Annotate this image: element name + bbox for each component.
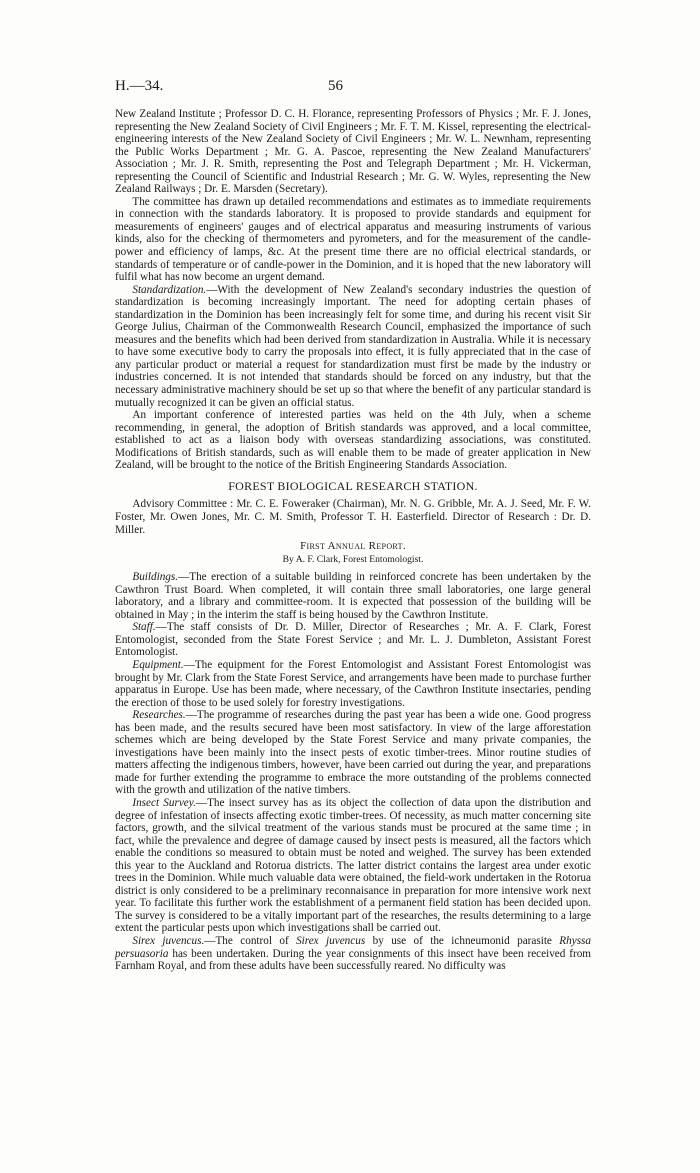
committee-members-paragraph: New Zealand Institute ; Professor D. C. H. Florance, representing Professors of Physics ; Mr. F. J. Jones, representing the New Zealand Society of Civil Engineers ; Mr. F. T. M. Kissel, representing the electrical-engineering interests of the New Zealand Society of Civil Engineers ; Mr. W. L. Newnham, representing the Public Works Department ; Mr. G. A. Pascoe, representing the New Zealand Manufacturers' Association ; Mr. J. R. Smith, representing the Post and Telegraph Department ; Mr. H. Vickerman, representing the Council of Scientific and Industrial Research ; Mr. G. W. Wyles, representing the New Zealand Railways ; Dr. E. Marsden (Secretary). xyxy=(115,108,591,196)
page-number: 56 xyxy=(328,78,343,94)
committee-recommendations-paragraph: The committee has drawn up detailed recommendations and estimates as to immediate requirements in connection with the standards laboratory. It is proposed to provide standards and equipment for measurements of engineers' gauges and of electrical apparatus and measuring instruments of various kinds, also for the checking of thermometers and pyrometers, and for the measurement of the candle-power and efficiency of lamps, &c. At the present time there are no official electrical standards, or standards of temperature or of candle-power in the Dominion, and it is hoped that the new laboratory will fulfil what has now become an urgent demand. xyxy=(115,195,591,284)
buildings-heading: Buildings. xyxy=(132,571,179,584)
conference-paragraph: An important conference of interested parties was held on the 4th July, when a scheme recommending, in general, the adoption of British standards was approved, and a local committee, established to act as a liaison body with overseas standardizing associations, was constituted. Modifications of British standards, such as will enable them to be made of greater application in New Zealand, will be brought to the notice of the British Engineering Standards Association. xyxy=(115,409,591,472)
staff-heading: Staff. xyxy=(132,621,156,634)
staff-paragraph xyxy=(115,621,591,659)
standardization-paragraph xyxy=(115,284,591,409)
sirex-heading: Sirex juvencus. xyxy=(132,935,205,947)
sirex-text-b: by use of the ichneumonid parasite xyxy=(365,935,560,947)
equipment-text: —The equipment for the Forest Entomologist and Assistant Forest Entomologist was brought by Mr. Clark from the State Forest Service, and arrangements have been made to purchase further apparatus in Europe. Use has been made, where necessary, of the Cawthron Institute insectaries, pending the erection of those to be used solely for forestry investigations. xyxy=(115,658,591,709)
sirex-paragraph xyxy=(115,935,591,973)
buildings-paragraph xyxy=(115,571,591,621)
insect-survey-heading: Insect Survey. xyxy=(132,796,196,809)
rhyssa-species-name: Rhyssa persuasoria xyxy=(115,935,591,960)
researches-paragraph xyxy=(115,709,591,797)
insect-survey-paragraph xyxy=(115,797,591,935)
standardization-text: —With the development of New Zealand's secondary industries the question of standardization is becoming increasingly important. The need for adopting certain phases of standardization in the Dominion has been increasingly felt for some time, and during his recent visit Sir George Julius, Chairman of the Commonwealth Research Council, emphasized the importance of such measures and the benefits which had been derived from standardization in Australia. While it is necessary to have some executive body to carry the proposals into effect, it is fully appreciated that in the case of any particular product or material a request for standardization must first be made by the industry or industries concerned. It is not intended that standards should be forced on any industry, but that the necessary administrative machinery should be set up so that where the benefit of any particular standard is mutually recognized it can be given an official status. xyxy=(115,283,591,409)
sirex-text-c: has been undertaken. During the year consignments of this insect have been received from Farnham Royal, and from these adults have been successfully reared. No difficulty was xyxy=(115,947,591,973)
standardization-heading: Standardization. xyxy=(132,283,207,296)
insect-survey-text: —The insect survey has as its object the collection of data upon the distribution and degree of infestation of insects affecting exotic timber-trees. Of necessity, as much matter concerning site factors, growth, and the silvical treatment of the various stands must be procured at the same time ; in fact, while the prevalence and degree of damage caused by insect pests is measured, all the factors which enable the conditions so measured to obtain must be noted and weighed. The survey has been extended this year to the Auckland and Rotorua districts. The latter district contains the largest area under exotic trees in the Dominion. While much valuable data were obtained, the field-work undertaken in the Rotorua district is only considered to be a preliminary reconnaisance in preparation for more intensive work next year. To facilitate this further work the establishment of a permanent field station has been decided upon. The survey is considered to be a vitally important part of the researches, the results determining to a large extent the particular pests upon which investigations shall be carried out. xyxy=(115,796,591,935)
report-byline: By A. F. Clark, Forest Entomologist. xyxy=(282,553,424,565)
sirex-text-a: —The control of xyxy=(204,935,297,947)
staff-text: —The staff consists of Dr. D. Miller, Director of Researches ; Mr. A. F. Clark, Forest Entomologist, seconded from the State Forest Service ; and Mr. L. J. Dumbleton, Assistant Forest Entomologist. xyxy=(115,621,591,659)
section-title: FOREST BIOLOGICAL RESEARCH STATION. xyxy=(228,478,478,493)
equipment-paragraph xyxy=(115,659,591,709)
sirex-species-name: Sirex juvencus xyxy=(296,935,366,947)
advisory-committee-paragraph: Advisory Committee : Mr. C. E. Foweraker (Chairman), Mr. N. G. Gribble, Mr. A. J. Seed, Mr. F. W. Foster, Mr. Owen Jones, Mr. C. M. Smith, Professor T. H. Easterfield. Director of Research : Dr. D. Miller. xyxy=(115,498,591,536)
researches-text: —The programme of researches during the past year has been a wide one. Good progress has been made, and the results secured have been most satisfactory. In view of the large afforestation schemes which are being developed by the State Forest Service and many private companies, the investigations have been mainly into the insect pests of exotic timber-trees. Minor routine studies of matters affecting the indigenous timbers, however, have been carried out during the year, and preparations made for further extending the programme to embrace the more outstanding of the problems connected with the growth and utilization of the native timbers. xyxy=(115,709,591,797)
report-title: First Annual Report. xyxy=(300,540,406,553)
equipment-heading: Equipment. xyxy=(132,658,184,671)
page-body xyxy=(115,108,591,973)
researches-heading: Researches. xyxy=(132,709,186,722)
buildings-text: —The erection of a suitable building in reinforced concrete has been undertaken by the Cawthron Trust Board. When completed, it will contain three small laboratories, one large general laboratory, and a library and committee-room. It is expected that possession of the building will be obtained in May ; in the interim the staff is being housed by the Cawthron Institute. xyxy=(115,571,591,621)
document-reference: H.—34. xyxy=(115,78,164,94)
